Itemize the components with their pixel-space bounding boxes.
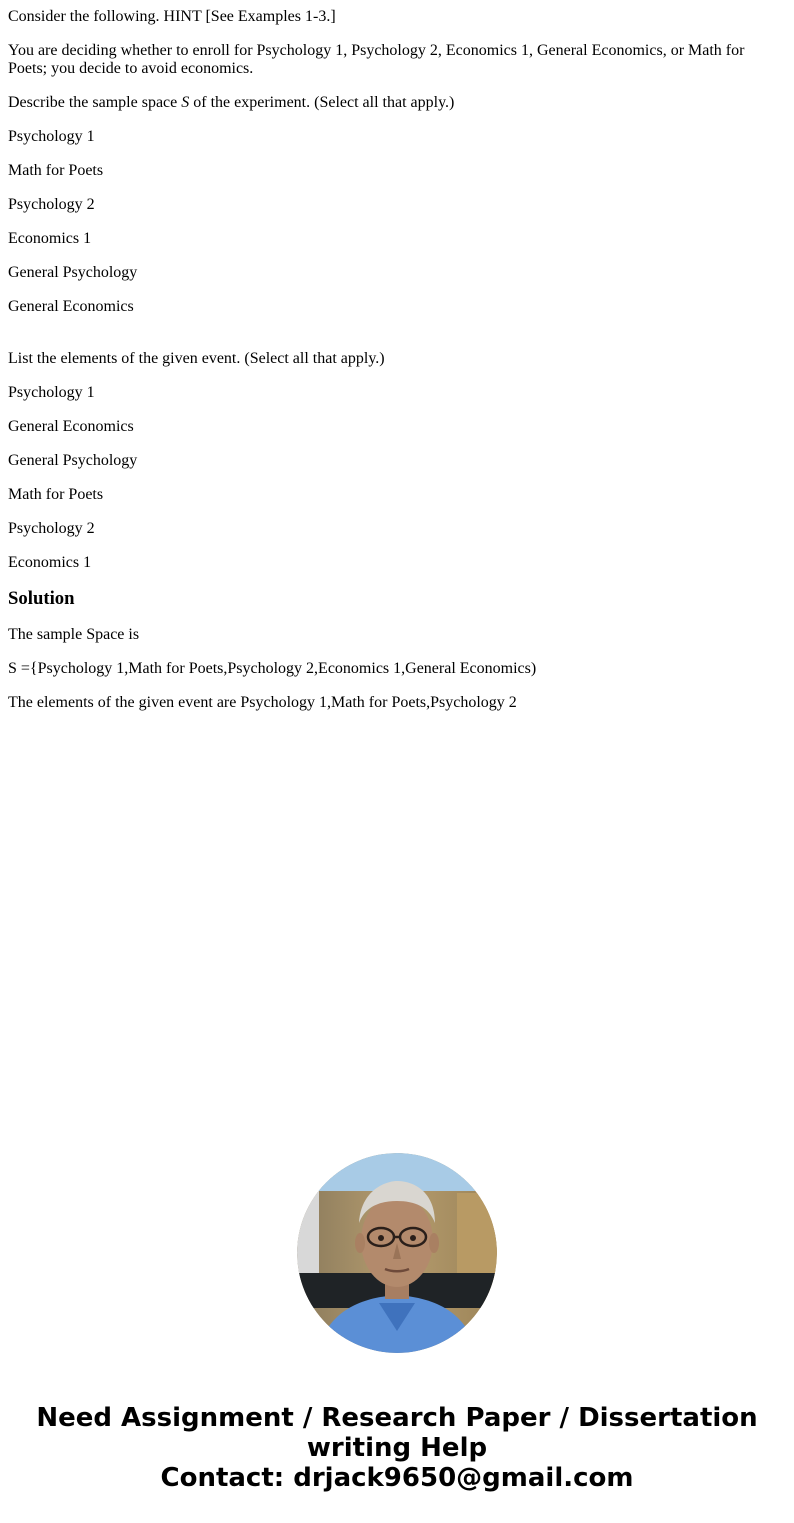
part2-option[interactable]: Math for Poets [8,486,104,503]
solution-line: The elements of the given event are Psychology 1,Math for Poets,Psychology 2 [8,694,517,711]
part1-option[interactable]: Psychology 1 [8,128,95,145]
contact-banner [0,1403,794,1493]
part2-option[interactable]: General Economics [8,418,134,435]
part1-option[interactable]: Economics 1 [8,230,92,247]
part1-prompt [8,94,786,112]
part2-option[interactable]: Economics 1 [8,554,92,571]
contact-email[interactable]: Contact: drjack9650@gmail.com [160,1463,634,1493]
part1-prompt-before: Describe the sample space [8,94,182,111]
question-scenario: You are deciding whether to enroll for Psychology 1, Psychology 2, Economics 1, General Economics, or Math for Poets; you decide to avoid economics. [8,42,745,77]
part1-option[interactable]: General Economics [8,298,134,315]
part2-option[interactable]: General Psychology [8,452,138,469]
part1-prompt-after: of the experiment. (Select all that apply.) [189,94,455,111]
solution-line: S ={Psychology 1,Math for Poets,Psychology 2,Economics 1,General Economics) [8,660,537,677]
spacer [8,332,786,350]
sample-space-variable: S [181,94,190,111]
part1-option[interactable]: Math for Poets [8,162,104,179]
question-intro: Consider the following. HINT [See Examples 1-3.] [8,8,336,25]
part1-option[interactable]: Psychology 2 [8,196,95,213]
part1-option[interactable]: General Psychology [8,264,138,281]
document-content [8,8,786,728]
author-portrait-image [297,1153,497,1353]
banner-line: writing Help [306,1433,488,1463]
part2-option[interactable]: Psychology 1 [8,384,95,401]
author-photo [297,1153,497,1353]
solution-heading: Solution [8,588,75,609]
part2-option[interactable]: Psychology 2 [8,520,95,537]
banner-line: Need Assignment / Research Paper / Dissertation [36,1403,758,1433]
part2-prompt: List the elements of the given event. (Select all that apply.) [8,350,385,367]
solution-line: The sample Space is [8,626,140,643]
